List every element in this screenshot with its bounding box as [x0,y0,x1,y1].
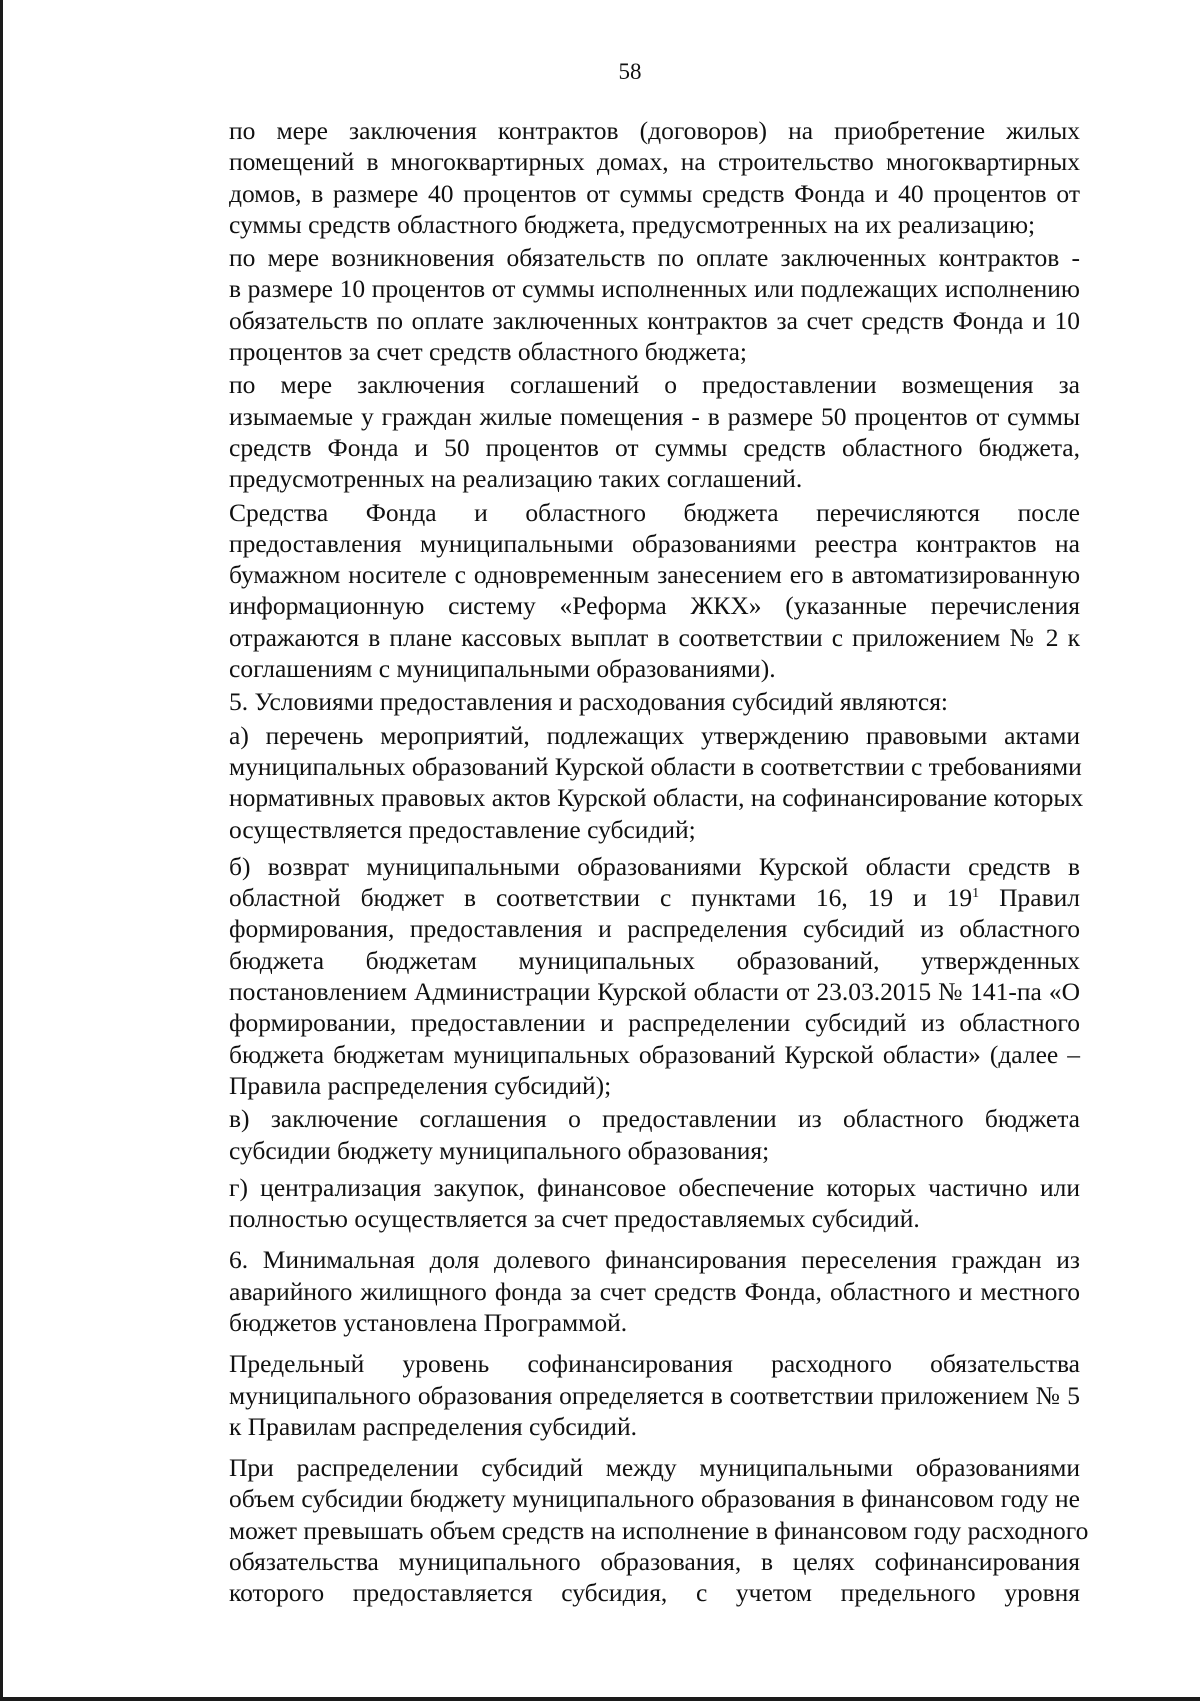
text-line: Средства Фонда и областного бюджета перечисляются после [229,497,1080,527]
text-line: муниципального образования определяется в соответствии приложением № 5 [229,1380,1080,1410]
text-line: г) централизация закупок, финансовое обеспечение которых частично или [229,1172,1080,1202]
paragraph-distribution [175,1452,1089,1608]
text-line: При распределении субсидий между муниципальными образованиями [229,1453,1080,1483]
text-line: предусмотренных на реализацию таких соглашений. [229,464,803,494]
text-line: может превышать объем средств на исполнение в финансовом году расходного [229,1515,1089,1545]
text-line: б) возврат муниципальными образованиями Курской области средств в [229,851,1080,881]
text-line: по мере возникновения обязательств по оплате заключенных контрактов - [229,243,1080,273]
text-line: нормативных правовых актов Курской области, на софинансирование которых [229,783,1084,813]
paragraph-item-5 [175,686,1080,717]
text-line: 6. Минимальная доля долевого финансирования переселения граждан из [229,1245,1080,1275]
text-line: бюджетов установлена Программой. [229,1307,628,1337]
scan-edge-left [0,0,3,1701]
paragraph-item-b [175,851,1080,1101]
paragraph-item-v [175,1103,1080,1166]
text-line-with-superscript [175,882,1080,913]
text-line: помещений в многоквартирных домах, на строительство многоквартирных [229,147,1080,177]
text-line: бюджета бюджетам муниципальных образований Курской области» (далее – [229,1039,1080,1069]
text-line: формирования, предоставления и распределения субсидий из областного [229,914,1080,944]
page-number: 58 [618,59,642,84]
text-line: отражаются в плане кассовых выплат в соответствии с приложением № 2 к [229,622,1080,652]
text-line: информационную систему «Реформа ЖКХ» (указанные перечисления [229,591,1080,621]
paragraph-transfer-funds [175,497,1080,685]
text-line: обязательства муниципального образования, в целях софинансирования [229,1547,1080,1577]
text-line: осуществляется предоставление субсидий; [229,814,696,844]
text-line: в размере 10 процентов от суммы исполненных или подлежащих исполнению [229,274,1080,304]
text-line: субсидии бюджету муниципального образования; [229,1135,770,1165]
paragraph-cofinancing-limit [175,1348,1080,1442]
text-fragment: областной бюджет в соответствии с пунктами 16, 19 и 19 [229,883,973,913]
text-line: аварийного жилищного фонда за счет средств Фонда, областного и местного [229,1276,1080,1306]
text-line: предоставления муниципальными образованиями реестра контрактов на [229,528,1080,558]
text-line: средств Фонда и 50 процентов от суммы средств областного бюджета, [229,432,1080,462]
text-line: процентов за счет средств областного бюджета; [229,337,747,367]
text-line: Предельный уровень софинансирования расходного обязательства [229,1349,1080,1379]
text-line: суммы средств областного бюджета, предусмотренных на их реализацию; [229,209,1036,239]
text-line: изымаемые у граждан жилые помещения - в размере 50 процентов от суммы [229,401,1080,431]
paragraph-item-g [175,1172,1080,1235]
text-line: а) перечень мероприятий, подлежащих утверждению правовыми актами [229,720,1080,750]
text-line: обязательств по оплате заключенных контрактов за счет средств Фонда и 10 [229,305,1080,335]
text-line: Правила распределения субсидий); [229,1070,612,1100]
paragraph-contracts-40 [175,115,1080,240]
text-line: которого предоставляется субсидия, с учетом предельного уровня [229,1578,1080,1608]
text-line: постановлением Администрации Курской области от 23.03.2015 № 141-па «О [229,977,1080,1007]
text-line: объем субсидии бюджету муниципального образования в финансовом году не [229,1484,1080,1514]
paragraph-item-a [175,720,1084,845]
paragraph-obligations-10 [175,242,1080,367]
text-line: к Правилам распределения субсидий. [229,1411,637,1441]
scan-edge-bottom [0,1697,1200,1701]
text-line: бумажном носителе с одновременным занесением его в автоматизированную [229,560,1080,590]
paragraph-item-6 [175,1244,1080,1338]
text-line: по мере заключения соглашений о предоставлении возмещения за [229,370,1080,400]
superscript: 1 [972,886,980,902]
document-body [175,115,1089,1609]
text-line: соглашениям с муниципальными образованиями). [229,654,776,684]
text-line: домов, в размере 40 процентов от суммы средств Фонда и 40 процентов от [229,178,1080,208]
text-line: муниципальных образований Курской области в соответствии с требованиями [229,751,1082,781]
text-line: 5. Условиями предоставления и расходования субсидий являются: [229,687,949,717]
text-line: в) заключение соглашения о предоставлении из областного бюджета [229,1104,1080,1134]
paragraph-compensation-50 [175,369,1080,494]
text-line: формировании, предоставлении и распределении субсидий из областного [229,1008,1080,1038]
text-line: бюджета бюджетам муниципальных образований, утвержденных [229,945,1080,975]
text-line: полностью осуществляется за счет предоставляемых субсидий. [229,1204,920,1234]
text-line: по мере заключения контрактов (договоров) на приобретение жилых [229,116,1080,145]
text-fragment: Правил [979,883,1080,913]
